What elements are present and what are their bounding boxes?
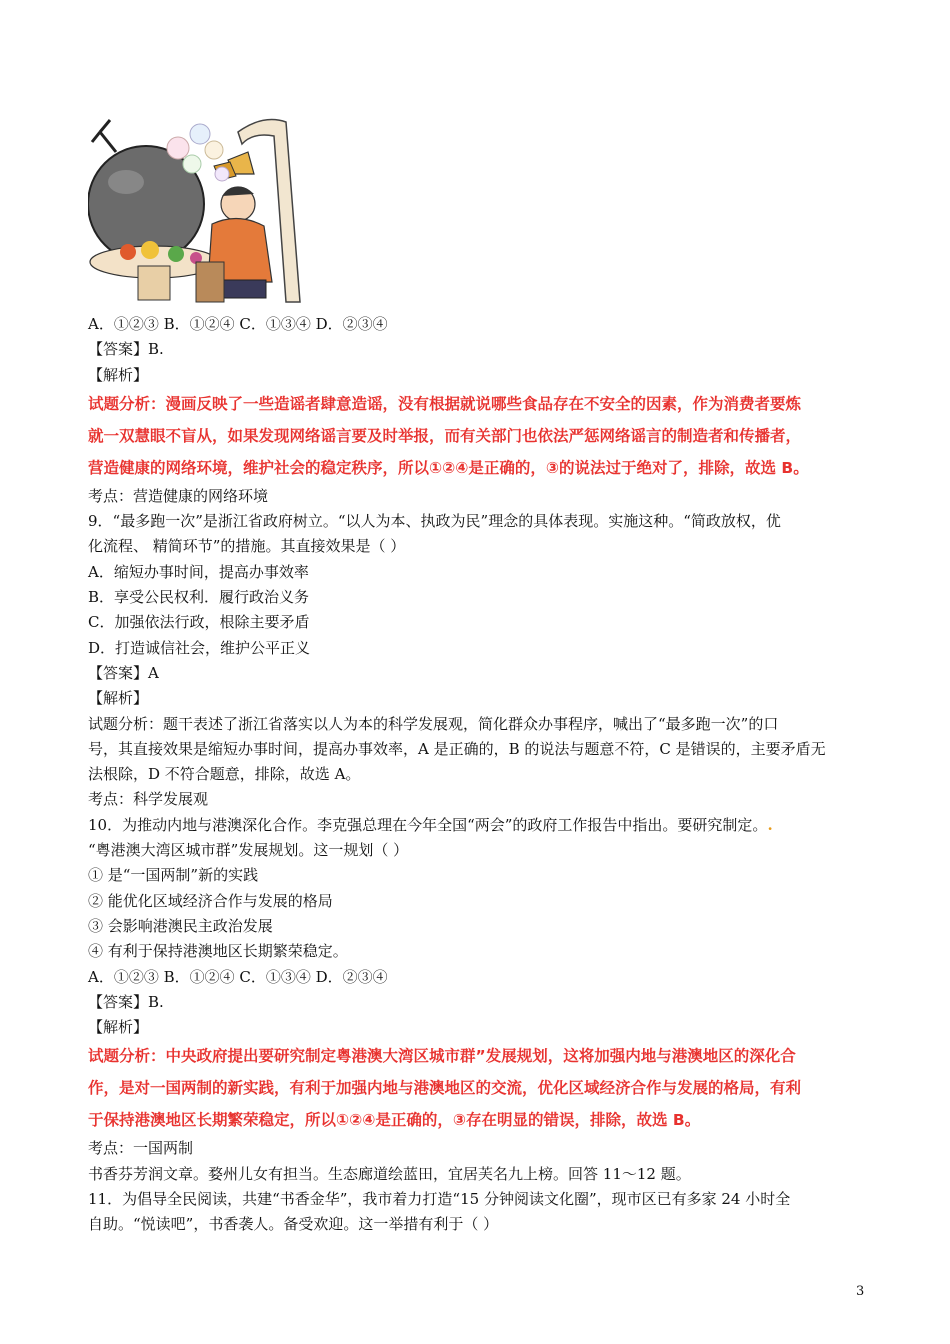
- document-body: [88, 312, 878, 1238]
- q9-answer: 【答案】A: [88, 663, 159, 682]
- q8-analysis-line-1: 试题分析：漫画反映了一些造谣者肆意造谣，没有根据就说哪些食品存在不安全的因素，作为消费者要炼: [88, 394, 802, 413]
- q10-answer: 【答案】B.: [88, 992, 164, 1011]
- q10-options: A．①②③ B．①②④ C．①③④ D．②③④: [88, 967, 388, 986]
- section-intro: 书香芬芳润文章。婺州儿女有担当。生态廊道绘蓝田，宜居芙名九上榜。回答 11～12 题。: [88, 1164, 691, 1183]
- q10-item-2: ② 能优化区域经济合作与发展的格局: [88, 891, 333, 910]
- food-rumor-cartoon: [88, 112, 302, 304]
- q8-answer: 【答案】B.: [88, 340, 164, 359]
- q10-stem-line-2: “粤港澳大湾区城市群”发展规划。这一规划（ ）: [88, 841, 409, 860]
- q10-stem-line-1: 10．为推动内地与港澳深化合作。李克强总理在今年全国“两会”的政府工作报告中指出。要研究制定。.: [88, 815, 773, 834]
- page-number: 3: [856, 1284, 865, 1299]
- q10-analysis-line-2: 作，是对一国两制的新实践，有利于加强内地与港澳地区的交流，优化区域经济合作与发展的格局，有利: [88, 1079, 802, 1098]
- q10-analysis-heading: 【解析】: [88, 1018, 149, 1037]
- q8-topic: 考点：营造健康的网络环境: [88, 486, 269, 505]
- q9-option-a: A．缩短办事时间，提高办事效率: [88, 562, 309, 581]
- stray-dot: .: [767, 815, 773, 834]
- q10-item-4: ④ 有利于保持港澳地区长期繁荣稳定。: [88, 942, 348, 961]
- q9-analysis-line-3: 法根除，D 不符合题意，排除，故选 A。: [88, 765, 361, 784]
- q9-stem-line-2: 化流程、 精简环节”的措施。其直接效果是（ ）: [88, 537, 406, 556]
- q8-analysis-line-3: 营造健康的网络环境，维护社会的稳定秩序，所以①②④是正确的，③的说法过于绝对了，排除，故选 B。: [88, 458, 809, 477]
- q9-option-c: C．加强依法行政，根除主要矛盾: [88, 613, 310, 632]
- q10-analysis-line-3: 于保持港澳地区长期繁荣稳定，所以①②④是正确的，③存在明显的错误，排除，故选 B。: [88, 1111, 701, 1130]
- q9-topic: 考点：科学发展观: [88, 790, 209, 809]
- q10-item-3: ③ 会影响港澳民主政治发展: [88, 916, 273, 935]
- q11-stem-line-1: 11．为倡导全民阅读，共建“书香金华”，我市着力打造“15 分钟阅读文化圈”，现市区已有多家 24 小时全: [88, 1190, 791, 1209]
- q9-analysis-line-2: 号，其直接效果是缩短办事时间，提高办事效率，A 是正确的，B 的说法与题意不符，C 是错误的，主要矛盾无: [88, 739, 826, 758]
- q10-topic: 考点：一国两制: [88, 1139, 194, 1158]
- q11-stem-line-2: 自助。“悦读吧”，书香袭人。备受欢迎。这一举措有利于（ ）: [88, 1215, 499, 1234]
- q9-stem-line-1: 9．“最多跑一次”是浙江省政府树立。“以人为本、执政为民”理念的具体表现。实施这种。“简政放权，优: [88, 512, 781, 531]
- q9-option-d: D．打造诚信社会，维护公平正义: [88, 638, 311, 657]
- q8-analysis-heading: 【解析】: [88, 365, 149, 384]
- q9-analysis-heading: 【解析】: [88, 689, 149, 708]
- q9-analysis-line-1: 试题分析：题干表述了浙江省落实以人为本的科学发展观，简化群众办事程序，喊出了“最多跑一次”的口: [88, 714, 779, 733]
- q10-analysis-line-1: 试题分析：中央政府提出要研究制定粤港澳大湾区城市群”发展规划，这将加强内地与港澳地区的深化合: [88, 1047, 796, 1066]
- q8-analysis-line-2: 就一双慧眼不盲从，如果发现网络谣言要及时举报，而有关部门也依法严惩网络谣言的制造者和传播者，: [88, 426, 802, 445]
- q9-option-b: B．享受公民权利．履行政治义务: [88, 588, 310, 607]
- q8-options: A．①②③ B．①②④ C．①③④ D．②③④: [88, 315, 388, 333]
- q10-item-1: ① 是“一国两制”新的实践: [88, 866, 259, 885]
